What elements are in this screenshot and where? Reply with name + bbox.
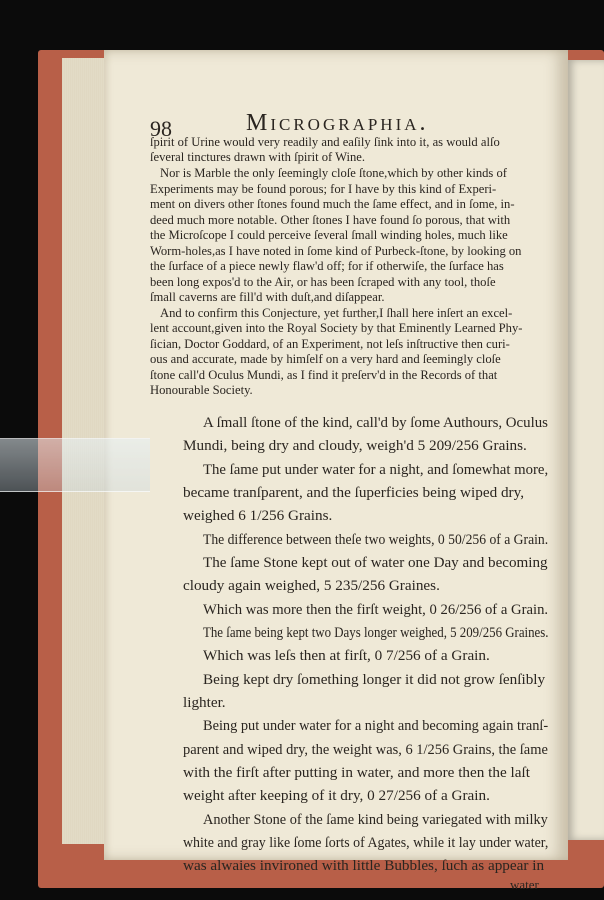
text-line: Mundi, being dry and cloudy, weigh'd 5 209/256 Grains. — [183, 437, 527, 454]
text-line: Which was more then the firſt weight, 0 26/256 of a Grain. — [203, 601, 549, 618]
text-line: Worm-holes,as I have noted in ſome kind of Purbeck-ſtone, by looking on — [150, 244, 522, 258]
text-line: white and gray like ſome ſorts of Agates, while it lay under water, — [183, 834, 549, 851]
page-number: 98 — [150, 116, 172, 141]
text-line: the Microſcope I could perceive ſeveral ſmall winding holes, much like — [150, 228, 508, 242]
text-line: Experiments may be found porous; for I have by this kind of Experi- — [150, 182, 497, 196]
text-line: The difference between theſe two weights, 0 50/256 of a Grain. — [203, 531, 549, 548]
text-line: ous and accurate, made by himſelf on a very hard and ſeemingly cloſe — [150, 352, 501, 366]
text-line: Honourable Society. — [150, 383, 253, 397]
text-line: And to confirm this Conjecture, yet further,I ſhall here inſert an excel- — [160, 306, 513, 320]
text-line: The ſame being kept two Days longer weighed, 5 209/256 Graines. — [203, 624, 549, 641]
text-line: ment on divers other ſtones found much the ſame effect, and in ſome, in- — [150, 197, 515, 211]
text-line: Another Stone of the ſame kind being variegated with milky — [203, 811, 548, 828]
text-line: Nor is Marble the only ſeemingly cloſe ſtone,which by other kinds of — [160, 166, 507, 180]
page-holder-strip — [0, 438, 150, 492]
next-page-edge — [566, 60, 604, 840]
text-line: lent account,given into the Royal Society by that Eminently Learned Phy- — [150, 321, 523, 335]
text-line: became tranſparent, and the ſuperficies being wiped dry, — [183, 484, 525, 501]
text-line: with the firſt after putting in water, and more then the laſt — [183, 764, 530, 781]
text-line: ſtone call'd Oculus Mundi, as I find it preſerv'd in the Records of that — [150, 368, 498, 382]
text-line: A ſmall ſtone of the kind, call'd by ſome Authours, Oculus — [203, 414, 548, 431]
text-line: ſician, Doctor Goddard, of an Experiment, not leſs inſtructive then curi- — [150, 337, 510, 351]
text-line: been long expos'd to the Air, or has been ſcraped with any tool, thoſe — [150, 275, 496, 289]
running-title: Micrographia. — [246, 110, 429, 136]
text-line: weighed 6 1/256 Grains. — [183, 507, 333, 524]
catchword: water — [510, 877, 539, 892]
text-line: parent and wiped dry, the weight was, 6 1/256 Grains, the ſame — [183, 741, 548, 758]
text-line: cloudy again weighed, 5 235/256 Graines. — [183, 577, 440, 594]
text-line: weight after keeping of it dry, 0 27/256 of a Grain. — [183, 787, 490, 804]
text-line: Which was leſs then at firſt, 0 7/256 of a Grain. — [203, 647, 490, 664]
text-line: The ſame put under water for a night, and ſomewhat more, — [203, 461, 549, 478]
text-line: The ſame Stone kept out of water one Day and becoming — [203, 554, 548, 571]
text-line: lighter. — [183, 694, 226, 711]
text-line: Being put under water for a night and becoming again tranſ- — [203, 717, 549, 734]
text-line: Being kept dry ſomething longer it did not grow ſenſibly — [203, 671, 546, 688]
text-line: deed much more notable. Other ſtones I have found ſo porous, that with — [150, 213, 511, 227]
text-line: ſpirit of Urine would very readily and eaſily ſink into it, as would alſo — [150, 135, 500, 149]
text-line: the ſurface of a piece newly flaw'd off; for if otherwiſe, the ſurface has — [150, 259, 504, 273]
text-line: was alwaies invironed with little Bubbles, ſuch as appear in — [183, 857, 545, 874]
text-line: ſmall caverns are fill'd with duſt,and diſappear. — [150, 290, 385, 304]
text-line: ſeveral tinctures drawn with ſpirit of Wine. — [150, 150, 366, 164]
